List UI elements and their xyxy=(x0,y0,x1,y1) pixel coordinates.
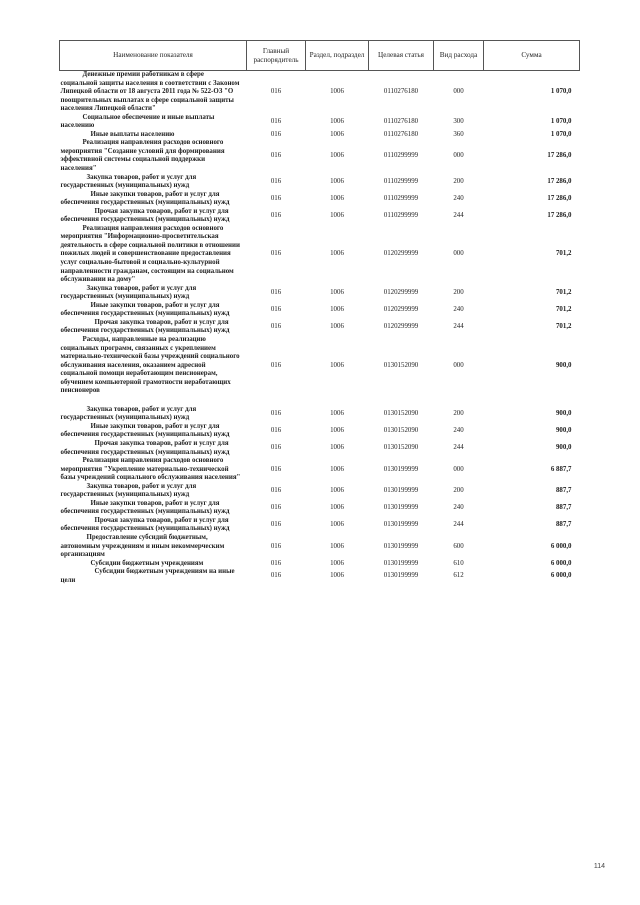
table-row xyxy=(60,285,580,302)
row-name xyxy=(60,423,247,440)
row-target-article: 0110276180 xyxy=(383,88,419,96)
row-section: 1006 xyxy=(330,130,344,138)
row-sum: 17 286,0 xyxy=(547,194,572,202)
row-target-article: 0110299999 xyxy=(383,152,419,160)
row-sum: 17 286,0 xyxy=(547,177,572,185)
row-target-article: 0130199999 xyxy=(383,559,419,567)
table-row xyxy=(60,131,580,140)
row-chief-manager: 016 xyxy=(270,465,282,473)
row-expense-type: 200 xyxy=(453,410,464,418)
row-name-text: Закупка товаров, работ и услуг для государственных (муниципальных) нужд xyxy=(60,482,197,499)
table-row xyxy=(60,208,580,225)
row-target-article: 0110299999 xyxy=(383,194,419,202)
row-chief-manager: 016 xyxy=(270,521,282,529)
row-name xyxy=(60,319,247,336)
row-expense-type: 360 xyxy=(453,130,464,138)
table-row xyxy=(60,191,580,208)
header-sum: Сумма xyxy=(484,41,580,71)
row-name-text: Расходы, направленные на реализацию социальных программ, связанных с укреплением материально-технической базы учреждений социального обслуживания населения, оказанием адресной социальной помощи неработающим пенсионерам, обучением компьютерной грамотности неработающих пенсионеров xyxy=(60,335,240,395)
table-row xyxy=(60,440,580,457)
row-sum: 900,0 xyxy=(555,427,572,435)
row-target-article: 0120299999 xyxy=(383,323,419,331)
row-name-text: Реализация направления расходов основного мероприятия "Укрепление материально-технической базы учреждений социального обслуживания населения" xyxy=(60,457,241,482)
table-body xyxy=(60,71,580,586)
row-section: 1006 xyxy=(330,444,344,452)
row-sum: 701,2 xyxy=(555,250,572,258)
row-expense-type: 244 xyxy=(453,521,464,529)
row-chief-manager: 016 xyxy=(270,542,282,550)
header-target-article: Целевая статья xyxy=(369,41,434,71)
header-section: Раздел, подраздел xyxy=(306,41,369,71)
row-target-article: 0110276180 xyxy=(383,118,419,125)
row-expense-type: 000 xyxy=(453,465,464,473)
row-name xyxy=(60,560,247,569)
row-chief-manager: 016 xyxy=(270,559,282,567)
row-expense-type: 300 xyxy=(453,118,464,125)
row-section: 1006 xyxy=(330,559,344,567)
row-chief-manager: 016 xyxy=(270,410,282,418)
row-section: 1006 xyxy=(330,504,344,512)
row-chief-manager: 016 xyxy=(270,361,282,369)
row-chief-manager: 016 xyxy=(270,130,282,138)
row-name-text: Прочая закупка товаров, работ и услуг для обеспечения государственных (муниципальных) нужд xyxy=(60,516,230,533)
row-expense-type: 244 xyxy=(453,212,464,220)
row-section: 1006 xyxy=(330,288,344,296)
row-name xyxy=(60,534,247,560)
row-section: 1006 xyxy=(330,465,344,473)
row-name xyxy=(60,568,247,585)
row-name-text: Иные закупки товаров, работ и услуг для обеспечения государственных (муниципальных) нужд xyxy=(60,422,230,439)
row-sum: 6 000,0 xyxy=(550,572,572,580)
row-name-text: Иные выплаты населению xyxy=(90,130,175,138)
row-name-text: Реализация направления расходов основного мероприятия "Создание условий для формирования эффективной системы социальной поддержки населения" xyxy=(60,139,225,173)
table-row xyxy=(60,225,580,285)
row-target-article: 0130152090 xyxy=(383,427,419,435)
row-name xyxy=(60,302,247,319)
row-expense-type: 612 xyxy=(453,572,464,580)
row-sum: 6 000,0 xyxy=(550,542,572,550)
row-target-article: 0110276180 xyxy=(383,130,419,138)
row-name xyxy=(60,483,247,500)
row-expense-type: 240 xyxy=(453,306,464,314)
row-sum: 887,7 xyxy=(555,486,572,494)
row-section: 1006 xyxy=(330,152,344,160)
table-row xyxy=(60,517,580,534)
row-section: 1006 xyxy=(330,306,344,314)
row-sum: 17 286,0 xyxy=(547,152,572,160)
table-row xyxy=(60,319,580,336)
row-name xyxy=(60,139,247,173)
row-chief-manager: 016 xyxy=(270,427,282,435)
row-expense-type: 200 xyxy=(453,288,464,296)
table-row xyxy=(60,336,580,406)
table-row xyxy=(60,139,580,173)
row-name-text: Закупка товаров, работ и услуг для государственных (муниципальных) нужд xyxy=(60,405,197,422)
row-target-article: 0130152090 xyxy=(383,444,419,452)
header-chief-manager: Главный распорядитель xyxy=(247,41,306,71)
row-target-article: 0110299999 xyxy=(383,212,419,220)
table-row xyxy=(60,500,580,517)
row-name xyxy=(60,517,247,534)
row-name-text: Социальное обеспечение и иные выплаты населению xyxy=(60,113,215,130)
row-name-text: Иные закупки товаров, работ и услуг для обеспечения государственных (муниципальных) нужд xyxy=(60,301,230,318)
table-row xyxy=(60,423,580,440)
row-expense-type: 200 xyxy=(453,177,464,185)
row-chief-manager: 016 xyxy=(270,288,282,296)
row-expense-type: 600 xyxy=(453,542,464,550)
row-name-text: Предоставление субсидий бюджетным, автономным учреждениям и иным некоммерческим организациям xyxy=(60,533,225,559)
row-section: 1006 xyxy=(330,521,344,529)
row-section: 1006 xyxy=(330,177,344,185)
row-name xyxy=(60,440,247,457)
row-name-text: Субсидии бюджетным учреждениям xyxy=(90,559,204,567)
row-name xyxy=(60,208,247,225)
row-expense-type: 000 xyxy=(453,152,464,160)
row-chief-manager: 016 xyxy=(270,250,282,258)
row-name xyxy=(60,285,247,302)
row-name-text: Закупка товаров, работ и услуг для государственных (муниципальных) нужд xyxy=(60,173,197,190)
row-expense-type: 000 xyxy=(453,361,464,369)
row-chief-manager: 016 xyxy=(270,572,282,580)
row-name xyxy=(60,406,247,423)
row-sum: 900,0 xyxy=(555,444,572,452)
row-target-article: 0130199999 xyxy=(383,504,419,512)
row-section: 1006 xyxy=(330,427,344,435)
row-target-article: 0130199999 xyxy=(383,572,419,580)
table-row xyxy=(60,302,580,319)
row-target-article: 0130199999 xyxy=(383,486,419,494)
row-target-article: 0130199999 xyxy=(383,465,419,473)
table-header xyxy=(60,41,580,71)
row-name-text: Закупка товаров, работ и услуг для государственных (муниципальных) нужд xyxy=(60,284,197,301)
row-expense-type: 000 xyxy=(453,88,464,96)
row-chief-manager: 016 xyxy=(270,212,282,220)
row-section: 1006 xyxy=(330,361,344,369)
row-section: 1006 xyxy=(330,542,344,550)
row-expense-type: 610 xyxy=(453,559,464,567)
row-target-article: 0130199999 xyxy=(383,542,419,550)
row-name xyxy=(60,457,247,483)
row-target-article: 0110299999 xyxy=(383,177,419,185)
row-sum: 1 070,0 xyxy=(550,130,572,138)
row-sum: 1 070,0 xyxy=(550,88,572,96)
row-name xyxy=(60,131,247,140)
table-row xyxy=(60,71,580,114)
row-expense-type: 240 xyxy=(453,427,464,435)
row-expense-type: 244 xyxy=(453,323,464,331)
row-name xyxy=(60,225,247,285)
row-name-text: Денежные премии работникам в сфере социальной защиты населения в соответствии с Законом Липецкой области от 18 августа 2011 года № 522-ОЗ "О поощрительных выплатах в сфере социальной защиты населения Липецкой области" xyxy=(60,71,240,113)
row-name-text: Реализация направления расходов основного мероприятия "Информационно-просветительская деятельность в сфере социальной политики в отношении пожилых людей и совершенствование предоставления услуг социально-бытовой и социально-культурной направленности гражданам, состоящим на социальном обслуживании на дому" xyxy=(60,224,240,284)
row-target-article: 0130152090 xyxy=(383,410,419,418)
row-target-article: 0120299999 xyxy=(383,250,419,258)
table-row xyxy=(60,457,580,483)
row-name-text: Субсидии бюджетным учреждениям на иные цели xyxy=(60,568,235,584)
row-chief-manager: 016 xyxy=(270,306,282,314)
row-section: 1006 xyxy=(330,212,344,220)
row-sum: 887,7 xyxy=(555,504,572,512)
row-sum: 6 887,7 xyxy=(550,465,572,473)
row-sum: 17 286,0 xyxy=(547,212,572,220)
row-target-article: 0130199999 xyxy=(383,521,419,529)
row-name-text: Прочая закупка товаров, работ и услуг для обеспечения государственных (муниципальных) нужд xyxy=(60,439,230,456)
page-number: 114 xyxy=(593,863,605,870)
row-expense-type: 000 xyxy=(453,250,464,258)
row-name-text: Иные закупки товаров, работ и услуг для обеспечения государственных (муниципальных) нужд xyxy=(60,190,230,207)
row-sum: 701,2 xyxy=(555,323,572,331)
row-name xyxy=(60,191,247,208)
row-chief-manager: 016 xyxy=(270,177,282,185)
table-row xyxy=(60,568,580,585)
row-name-text: Прочая закупка товаров, работ и услуг для обеспечения государственных (муниципальных) нужд xyxy=(60,207,230,224)
row-sum: 701,2 xyxy=(555,306,572,314)
row-chief-manager: 016 xyxy=(270,486,282,494)
row-chief-manager: 016 xyxy=(270,152,282,160)
row-name xyxy=(60,71,247,114)
row-sum: 900,0 xyxy=(555,361,572,369)
row-chief-manager: 016 xyxy=(270,118,282,125)
row-expense-type: 240 xyxy=(453,504,464,512)
row-section: 1006 xyxy=(330,323,344,331)
row-chief-manager: 016 xyxy=(270,194,282,202)
header-name: Наименование показателя xyxy=(60,41,247,71)
row-sum: 701,2 xyxy=(555,288,572,296)
row-expense-type: 244 xyxy=(453,444,464,452)
row-sum: 900,0 xyxy=(555,410,572,418)
row-expense-type: 200 xyxy=(453,486,464,494)
row-sum: 1 070,0 xyxy=(550,118,572,125)
row-target-article: 0120299999 xyxy=(383,288,419,296)
row-section: 1006 xyxy=(330,486,344,494)
header-expense-type: Вид расхода xyxy=(434,41,484,71)
row-name-text: Прочая закупка товаров, работ и услуг для обеспечения государственных (муниципальных) нужд xyxy=(60,318,230,335)
table-row xyxy=(60,534,580,560)
row-section: 1006 xyxy=(330,250,344,258)
row-section: 1006 xyxy=(330,410,344,418)
row-chief-manager: 016 xyxy=(270,323,282,331)
row-name xyxy=(60,174,247,191)
row-sum: 887,7 xyxy=(555,521,572,529)
row-name xyxy=(60,500,247,517)
table-row xyxy=(60,406,580,423)
row-expense-type: 240 xyxy=(453,194,464,202)
row-chief-manager: 016 xyxy=(270,88,282,96)
budget-table xyxy=(59,40,580,585)
table-row xyxy=(60,174,580,191)
row-section: 1006 xyxy=(330,194,344,202)
row-name-text: Иные закупки товаров, работ и услуг для обеспечения государственных (муниципальных) нужд xyxy=(60,499,230,516)
row-section: 1006 xyxy=(330,88,344,96)
table-row xyxy=(60,560,580,569)
row-section: 1006 xyxy=(330,118,344,125)
row-chief-manager: 016 xyxy=(270,504,282,512)
table-row xyxy=(60,114,580,131)
row-name xyxy=(60,336,247,406)
table-row xyxy=(60,483,580,500)
row-section: 1006 xyxy=(330,572,344,580)
row-sum: 6 000,0 xyxy=(550,559,572,567)
row-chief-manager: 016 xyxy=(270,444,282,452)
row-target-article: 0130152090 xyxy=(383,361,419,369)
row-name xyxy=(60,114,247,131)
row-target-article: 0120299999 xyxy=(383,306,419,314)
